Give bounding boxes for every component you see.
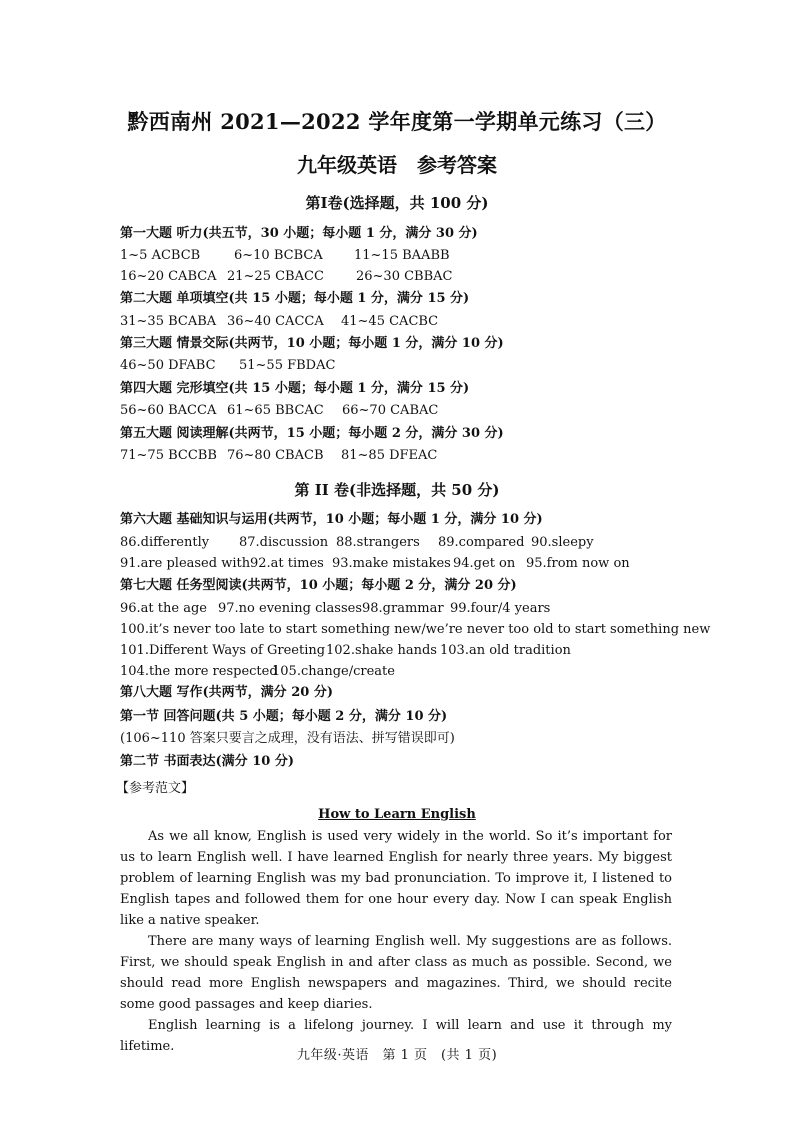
answer-item: 86.differently <box>120 535 210 550</box>
answer-group: 26~30 CBBAC <box>356 269 453 284</box>
section8-part2-heading: 第二节 书面表达(满分 10 分) <box>120 754 294 769</box>
section8-heading: 第八大题 写作(共两节，满分 20 分) <box>120 685 333 700</box>
answer-item: 97.no evening classes <box>218 601 362 616</box>
answer-group: 46~50 DFABC <box>120 358 216 373</box>
answer-item: 102.shake hands <box>326 643 437 658</box>
answer-group: 81~85 DFEAC <box>341 448 438 463</box>
answer-item: 87.discussion <box>239 535 329 550</box>
page-footer: 九年级·英语 第 1 页 (共 1 页) <box>296 1048 498 1063</box>
answer-item: 101.Different Ways of Greeting <box>120 643 326 658</box>
answer-item: 90.sleepy <box>531 535 594 550</box>
answer-item: 96.at the age <box>120 601 207 616</box>
answer-group: 41~45 CACBC <box>341 314 439 329</box>
answer-item: 95.from now on <box>526 556 630 571</box>
section6-heading: 第六大题 基础知识与运用(共两节，10 小题；每小题 1 分，满分 10 分) <box>120 512 543 527</box>
essay-paragraph: English learning is a lifelong journey. I will learn and use it through my lifetime. <box>120 1018 672 1054</box>
answer-group: 31~35 BCABA <box>120 314 217 329</box>
section4-heading: 第四大题 完形填空(共 15 小题；每小题 1 分，满分 15 分) <box>120 381 470 396</box>
answer-group: 16~20 CABCA <box>120 269 217 284</box>
answer-item: 98.grammar <box>362 601 444 616</box>
page-subtitle: 九年级英语 参考答案 <box>297 153 497 177</box>
answer-group: 76~80 CBACB <box>227 448 324 463</box>
answer-group: 21~25 CBACC <box>227 269 324 284</box>
answer-item: 88.strangers <box>336 535 420 550</box>
page-title: 黔西南州 2021—2022 学年度第一学期单元练习（三） <box>127 109 667 134</box>
part1-header: 第Ⅰ卷(选择题，共 100 分) <box>305 194 489 212</box>
section5-heading: 第五大题 阅读理解(共两节，15 小题；每小题 2 分，满分 30 分) <box>120 426 504 441</box>
answer-item: 92.at times <box>250 556 324 571</box>
section2-heading: 第二大题 单项填空(共 15 小题；每小题 1 分，满分 15 分) <box>120 291 470 306</box>
essay-paragraph: As we all know, English is used very widely in the world. So it’s important for us to learn English well. I have learned English for nearly three years. My biggest problem of learning English was my bad pronunciation. To improve it, I listened to English tapes and followed them for one hour every day. Now I can speak English like a native speaker. <box>120 829 672 928</box>
answer-item: 103.an old tradition <box>440 643 571 658</box>
answer-group: 71~75 BCCBB <box>120 448 217 463</box>
answer-item-100: 100.it’s never too late to start something new/we’re never too old to start something new <box>120 622 711 637</box>
answer-item: 94.get on <box>453 556 516 571</box>
answer-item: 93.make mistakes <box>332 556 451 571</box>
part2-header: 第 II 卷(非选择题，共 50 分) <box>294 481 500 499</box>
sample-label: 【参考范文】 <box>116 781 195 796</box>
answer-group: 56~60 BACCA <box>120 403 217 418</box>
section7-heading: 第七大题 任务型阅读(共两节，10 小题；每小题 2 分，满分 20 分) <box>120 578 517 593</box>
answer-group: 11~15 BAABB <box>354 248 450 263</box>
answer-group: 51~55 FBDAC <box>239 358 336 373</box>
essay-paragraph: There are many ways of learning English well. My suggestions are as follows. First, we should speak English in and after class as much as possible. Second, we should read more English newspapers and magazines. Third, we should recite some good passages and keep diaries. <box>120 934 672 1012</box>
answer-group: 1~5 ACBCB <box>120 248 201 263</box>
section1-heading: 第一大题 听力(共五节，30 小题；每小题 1 分，满分 30 分) <box>120 226 478 241</box>
answer-group: 66~70 CABAC <box>342 403 439 418</box>
answer-item: 104.the more respected <box>120 664 278 679</box>
section3-heading: 第三大题 情景交际(共两节，10 小题；每小题 1 分，满分 10 分) <box>120 336 504 351</box>
answer-item: 105.change/create <box>272 664 395 679</box>
essay-body <box>120 826 672 1057</box>
answer-item: 91.are pleased with <box>120 556 251 571</box>
answer-group: 6~10 BCBCA <box>234 248 323 263</box>
answer-group: 36~40 CACCA <box>227 314 324 329</box>
answer-item: 99.four/4 years <box>450 601 551 616</box>
answer-item: 89.compared <box>438 535 525 550</box>
section8-part1-heading: 第一节 回答问题(共 5 小题；每小题 2 分，满分 10 分) <box>120 709 448 724</box>
section8-note: (106~110 答案只要言之成理，没有语法、拼写错误即可) <box>120 731 455 746</box>
essay-title: How to Learn English <box>318 807 476 822</box>
answer-group: 61~65 BBCAC <box>227 403 324 418</box>
